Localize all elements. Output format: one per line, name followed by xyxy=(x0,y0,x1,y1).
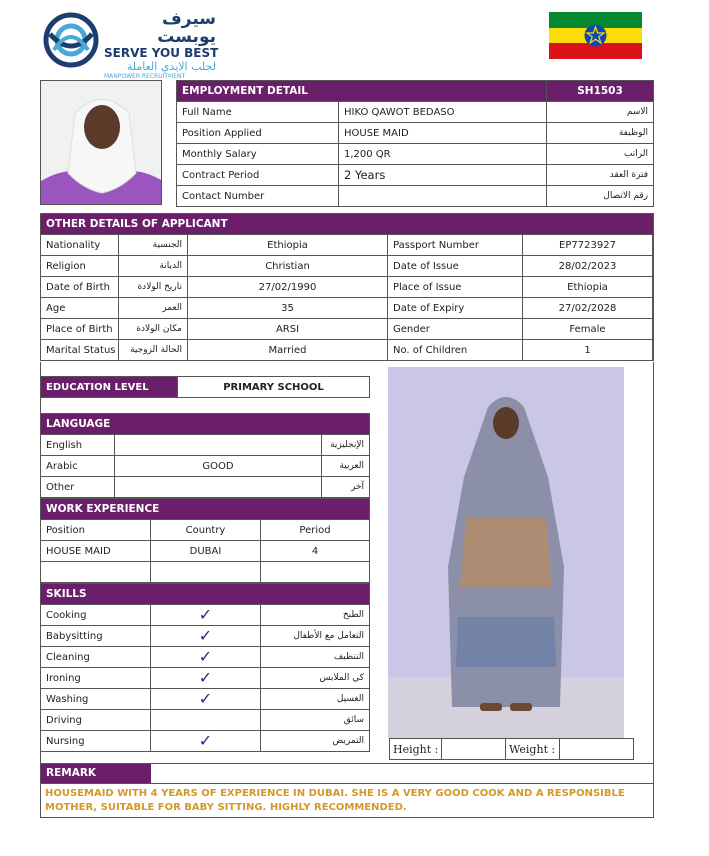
date-of-birth-value: 27/02/1990 xyxy=(188,277,388,298)
work-experience-title: WORK EXPERIENCE xyxy=(41,499,370,520)
skills-table xyxy=(40,583,370,752)
height-value xyxy=(442,739,506,760)
table-row xyxy=(177,102,654,123)
language-label: English xyxy=(41,435,115,456)
skill-label: Ironing xyxy=(41,668,151,689)
field-label: Religion xyxy=(41,256,119,277)
marital-status-value: Married xyxy=(188,340,388,361)
field-label-arabic: الديانة xyxy=(119,256,188,277)
table-row xyxy=(41,456,370,477)
religion-value: Christian xyxy=(188,256,388,277)
field-label: Age xyxy=(41,298,119,319)
field-label-arabic: الحالة الزوجية xyxy=(119,340,188,361)
field-label: Marital Status xyxy=(41,340,119,361)
other-details-table xyxy=(40,213,654,361)
work-country xyxy=(151,562,261,583)
field-label-arabic xyxy=(653,256,654,277)
language-label: Arabic xyxy=(41,456,115,477)
other-details-title: OTHER DETAILS OF APPLICANT xyxy=(41,214,654,235)
passport-number-value: EP7723927 xyxy=(523,235,653,256)
table-row xyxy=(41,647,370,668)
company-logo xyxy=(40,9,220,80)
skill-label-arabic: التنظيف xyxy=(261,647,370,668)
work-position: HOUSE MAID xyxy=(41,541,151,562)
table-row xyxy=(41,605,370,626)
education-table xyxy=(40,376,370,398)
field-label: Contact Number xyxy=(177,186,339,207)
field-label-arabic: الجنسية xyxy=(119,235,188,256)
other-level xyxy=(115,477,322,498)
check-icon: ✓ xyxy=(151,626,261,647)
language-table xyxy=(40,413,370,498)
skill-label: Cooking xyxy=(41,605,151,626)
work-period: 4 xyxy=(261,541,370,562)
ethiopia-flag-icon xyxy=(549,12,642,59)
employment-detail-table xyxy=(176,80,654,207)
language-label-arabic: العربية xyxy=(322,456,370,477)
full-name-value: HIKO QAWOT BEDASO xyxy=(339,102,547,123)
field-label: Place of Issue xyxy=(388,277,523,298)
table-header-row xyxy=(41,520,370,541)
remark-header xyxy=(40,763,654,784)
logo-emblem-icon xyxy=(40,12,102,68)
work-period xyxy=(261,562,370,583)
language-label: Other xyxy=(41,477,115,498)
place-of-birth-value: ARSI xyxy=(188,319,388,340)
field-label: Nationality xyxy=(41,235,119,256)
measurements-table xyxy=(389,738,634,760)
check-icon: ✓ xyxy=(151,605,261,626)
weight-label: Weight : xyxy=(506,739,560,760)
check-icon: ✓ xyxy=(151,731,261,752)
field-label: Date of Birth xyxy=(41,277,119,298)
field-label-arabic: تاريخ الولادة xyxy=(119,277,188,298)
applicant-full-photo xyxy=(388,367,624,738)
table-row xyxy=(41,689,370,710)
field-label-arabic: فترة العقد xyxy=(547,165,654,186)
position-value: HOUSE MAID xyxy=(339,123,547,144)
skill-label-arabic: الغسيل xyxy=(261,689,370,710)
table-row xyxy=(177,123,654,144)
table-row xyxy=(177,144,654,165)
tagline-arabic: لجلب الايدي العاملة xyxy=(126,60,216,73)
age-value: 35 xyxy=(188,298,388,319)
table-row xyxy=(41,435,370,456)
skill-label: Cleaning xyxy=(41,647,151,668)
education-label: EDUCATION LEVEL xyxy=(41,377,178,398)
skill-label: Driving xyxy=(41,710,151,731)
tagline-english: MANPOWER RECRUITMENT xyxy=(104,73,186,80)
language-title: LANGUAGE xyxy=(41,414,370,435)
table-row xyxy=(41,298,654,319)
contract-period-value: 2 Years xyxy=(339,165,547,186)
date-of-issue-value: 28/02/2023 xyxy=(523,256,653,277)
skill-label-arabic: التمريض xyxy=(261,731,370,752)
brand-english: SERVE YOU BEST xyxy=(104,46,219,60)
field-label-arabic xyxy=(653,340,654,361)
field-label-arabic xyxy=(653,298,654,319)
field-label-arabic: العمر xyxy=(119,298,188,319)
remark-text: HOUSEMAID WITH 4 YEARS OF EXPERIENCE IN DUBAI. SHE IS A VERY GOOD COOK AND A RESPONSIBLE MOTHER, SUITABLE FOR BABY SITTING. HIGHLY RECOMMENDED. xyxy=(40,784,654,818)
field-label: Passport Number xyxy=(388,235,523,256)
column-header: Period xyxy=(261,520,370,541)
field-label: Date of Expiry xyxy=(388,298,523,319)
field-label-arabic xyxy=(653,235,654,256)
skill-label: Washing xyxy=(41,689,151,710)
check-icon: ✓ xyxy=(151,689,261,710)
field-label: Position Applied xyxy=(177,123,339,144)
skill-label-arabic: التعامل مع الأطفال xyxy=(261,626,370,647)
skills-title: SKILLS xyxy=(41,584,370,605)
arabic-level: GOOD xyxy=(115,456,322,477)
field-label: No. of Children xyxy=(388,340,523,361)
skill-label-arabic: الطبخ xyxy=(261,605,370,626)
field-label-arabic: مكان الولادة xyxy=(119,319,188,340)
field-label: Monthly Salary xyxy=(177,144,339,165)
education-value: PRIMARY SCHOOL xyxy=(178,377,370,398)
english-level xyxy=(115,435,322,456)
nationality-value: Ethiopia xyxy=(188,235,388,256)
check-icon: ✓ xyxy=(151,647,261,668)
applicant-portrait xyxy=(40,80,162,205)
children-value: 1 xyxy=(523,340,653,361)
table-row xyxy=(41,319,654,340)
field-label-arabic xyxy=(653,319,654,340)
table-row xyxy=(41,235,654,256)
table-row xyxy=(41,340,654,361)
employment-detail-title: EMPLOYMENT DETAIL xyxy=(177,81,547,102)
table-row xyxy=(41,256,654,277)
field-label: Contract Period xyxy=(177,165,339,186)
field-label: Full Name xyxy=(177,102,339,123)
table-row xyxy=(41,277,654,298)
remark-title: REMARK xyxy=(41,764,151,783)
skill-label: Nursing xyxy=(41,731,151,752)
table-row xyxy=(41,562,370,583)
skill-label: Babysitting xyxy=(41,626,151,647)
skill-label-arabic: سائق xyxy=(261,710,370,731)
work-experience-table xyxy=(40,498,370,583)
work-country: DUBAI xyxy=(151,541,261,562)
table-row xyxy=(177,186,654,207)
field-label: Date of Issue xyxy=(388,256,523,277)
language-label-arabic: آخر xyxy=(322,477,370,498)
salary-value: 1,200 QR xyxy=(339,144,547,165)
height-label: Height : xyxy=(390,739,442,760)
field-label-arabic xyxy=(653,277,654,298)
contact-number-value xyxy=(339,186,547,207)
skill-label-arabic: كي الملابس xyxy=(261,668,370,689)
date-of-expiry-value: 27/02/2028 xyxy=(523,298,653,319)
column-header: Country xyxy=(151,520,261,541)
column-header: Position xyxy=(41,520,151,541)
field-label: Place of Birth xyxy=(41,319,119,340)
table-row xyxy=(41,477,370,498)
work-position xyxy=(41,562,151,583)
field-label: Gender xyxy=(388,319,523,340)
language-label-arabic: الإنجليزية xyxy=(322,435,370,456)
place-of-issue-value: Ethiopia xyxy=(523,277,653,298)
field-label-arabic: الوظيفة xyxy=(547,123,654,144)
field-label-arabic: الاسم xyxy=(547,102,654,123)
table-row xyxy=(41,668,370,689)
gender-value: Female xyxy=(523,319,653,340)
table-row xyxy=(177,165,654,186)
table-row xyxy=(41,710,370,731)
applicant-code: SH1503 xyxy=(547,81,654,102)
table-row xyxy=(41,731,370,752)
check-icon: ✓ xyxy=(151,668,261,689)
check-icon xyxy=(151,710,261,731)
field-label-arabic: الراتب xyxy=(547,144,654,165)
table-row xyxy=(41,626,370,647)
weight-value xyxy=(560,739,634,760)
brand-arabic: سيرف يوبست xyxy=(157,9,216,47)
field-label-arabic: رقم الاتصال xyxy=(547,186,654,207)
table-row xyxy=(41,541,370,562)
